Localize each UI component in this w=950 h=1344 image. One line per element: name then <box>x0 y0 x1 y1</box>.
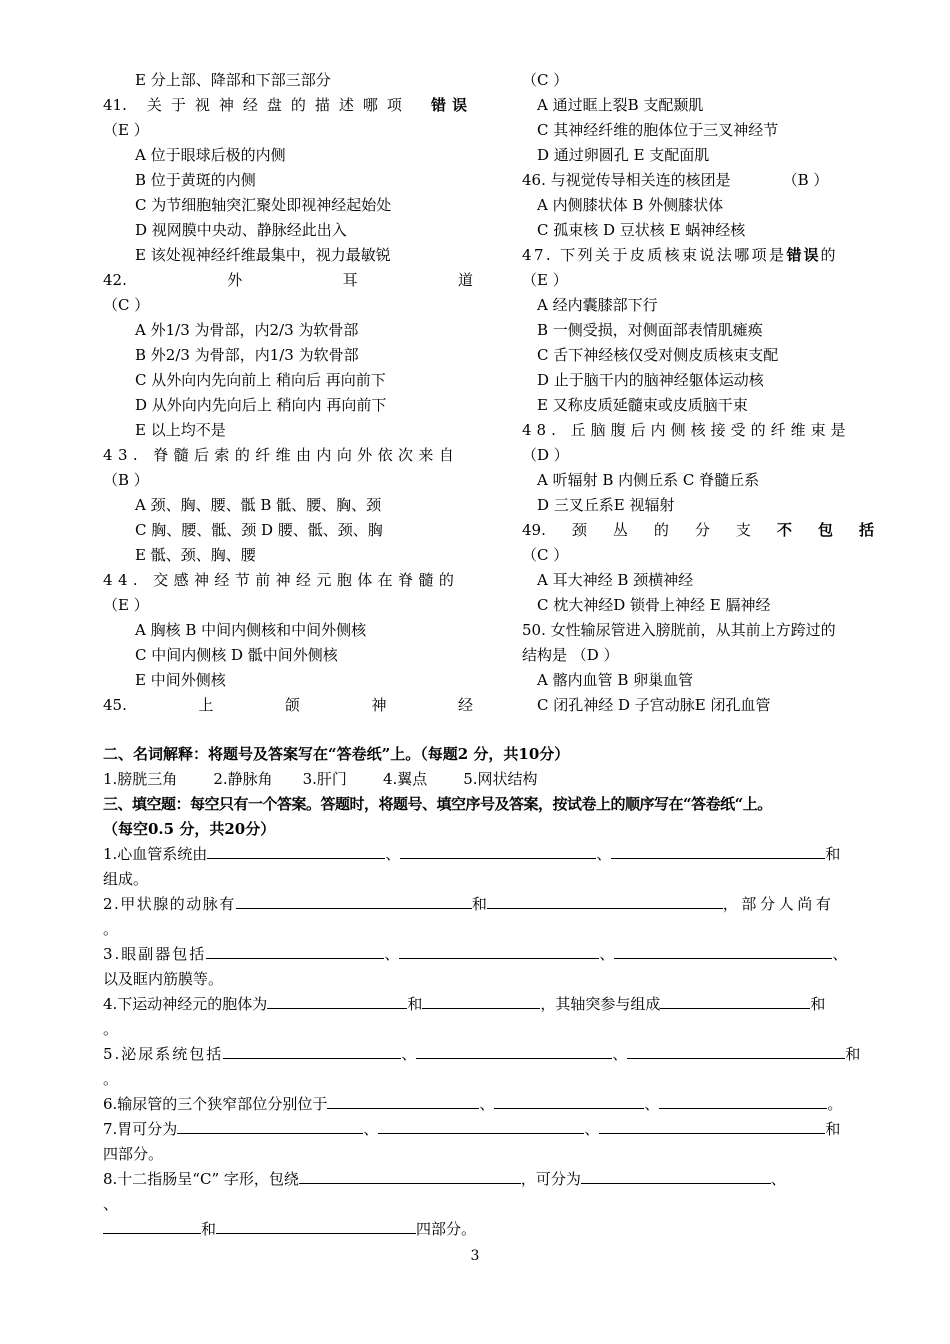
q44-option-cd: C 中间内侧核 D 骶中间外侧核 <box>135 646 338 664</box>
blank[interactable] <box>627 1042 845 1059</box>
section3-title: 三、填空题：每空只有一个答案。答题时，将题号、填空序号及答案，按试卷上的顺序写在“答卷纸“上。 <box>103 795 772 813</box>
fill-3-tail: 以及眶内筋膜等。 <box>103 970 224 988</box>
q47-answer: （E ） <box>522 271 568 289</box>
fill-7: 7.胃可分为 、 、 和 <box>103 1117 873 1142</box>
fill-2: 2.甲状腺的动脉有 和 ，部分人尚有 <box>103 892 873 917</box>
q44-answer: （E ） <box>103 596 149 614</box>
blank[interactable] <box>378 1117 584 1134</box>
fill-8-tail: 和 四部分。 <box>103 1217 873 1242</box>
blank[interactable] <box>327 1092 479 1109</box>
fill-4-tail: 。 <box>103 1020 119 1038</box>
q41-answer: （E ） <box>103 121 149 139</box>
q48-option-de: D 三叉丘系E 视辐射 <box>537 496 675 514</box>
blank[interactable] <box>581 1167 771 1184</box>
q40-option-e: E 分上部、降部和下部三部分 <box>135 71 331 89</box>
blank[interactable] <box>599 1117 825 1134</box>
fill-8: 8.十二指肠呈“C” 字形，包绕 ，可分为 、 <box>103 1167 873 1192</box>
blank[interactable] <box>299 1167 521 1184</box>
q44-option-ab: A 胸核 B 中间内侧核和中间外侧核 <box>135 621 367 639</box>
blank[interactable] <box>487 892 723 909</box>
q41-option-e: E 该处视神经纤维最集中，视力最敏锐 <box>135 246 391 264</box>
q44-option-e: E 中间外侧核 <box>135 671 226 689</box>
fill-2-tail: 。 <box>103 920 119 938</box>
q42-option-e: E 以上均不是 <box>135 421 226 439</box>
blank[interactable] <box>614 942 832 959</box>
blank[interactable] <box>416 1042 612 1059</box>
q45-stem: 45. 上 颌 神 经 <box>103 696 473 714</box>
blank[interactable] <box>236 892 472 909</box>
q42-option-d: D 从外向内先向后上 稍向内 再向前下 <box>135 396 387 414</box>
page-number: 3 <box>470 1248 480 1264</box>
q43-option-ab: A 颈、胸、腰、骶 B 骶、腰、胸、颈 <box>135 496 382 514</box>
q47-option-d: D 止于脑干内的脑神经躯体运动核 <box>537 371 764 389</box>
blank[interactable] <box>659 1092 827 1109</box>
q41-option-c: C 为节细胞轴突汇聚处即视神经起始处 <box>135 196 392 214</box>
blank[interactable] <box>399 942 599 959</box>
q49-option-ab: A 耳大神经 B 颈横神经 <box>537 571 694 589</box>
section2-title: 二、名词解释：将题号及答案写在“答卷纸”上。（每题2 分，共10分） <box>103 745 570 763</box>
blank[interactable] <box>660 992 810 1009</box>
blank[interactable] <box>216 1217 416 1234</box>
q49-stem: 49. 颈 丛 的 分 支 不 包 括 <box>522 521 874 539</box>
fill-5-tail: 。 <box>103 1070 119 1088</box>
q42-option-b: B 外2/3 为骨部，内1/3 为软骨部 <box>135 346 359 364</box>
fill-8-sep: 、 <box>103 1195 119 1213</box>
blank[interactable] <box>267 992 407 1009</box>
q45-option-de: D 通过卵圆孔 E 支配面肌 <box>537 146 710 164</box>
q46-option-ab: A 内侧膝状体 B 外侧膝状体 <box>537 196 724 214</box>
q46-option-cde: C 孤束核 D 豆状核 E 蜗神经核 <box>537 221 746 239</box>
left-column <box>103 68 473 718</box>
q41-option-a: A 位于眼球后极的内侧 <box>135 146 286 164</box>
q48-answer: （D ） <box>522 446 569 464</box>
fill-7-tail: 四部分。 <box>103 1145 164 1163</box>
fill-1: 1.心血管系统由 、 、 和 <box>103 842 873 867</box>
blank[interactable] <box>422 992 540 1009</box>
q47-option-b: B 一侧受损，对侧面部表情肌瘫痪 <box>537 321 763 339</box>
q50-option-cde: C 闭孔神经 D 子宫动脉E 闭孔血管 <box>537 696 771 714</box>
fill-4: 4.下运动神经元的胞体为 和 ，其轴突参与组成 和 <box>103 992 873 1017</box>
blank[interactable] <box>177 1117 363 1134</box>
sections-bottom <box>103 742 873 1242</box>
q48-stem: 48. 丘脑腹后内侧核接受的纤维束是 <box>522 421 851 439</box>
blank[interactable] <box>207 842 385 859</box>
q45-option-ab: A 通过眶上裂B 支配颞肌 <box>537 96 704 114</box>
q42-stem: 42. 外 耳 道 <box>103 271 473 289</box>
q47-option-e: E 又称皮质延髓束或皮质脑干束 <box>537 396 748 414</box>
q50-stem-line2: 结构是 （D ） <box>522 646 619 664</box>
section2-terms: 1.膀胱三角 2.静脉角 3.肝门 4.翼点 5.网状结构 <box>103 770 538 788</box>
blank[interactable] <box>611 842 825 859</box>
q42-option-c: C 从外向内先向前上 稍向后 再向前下 <box>135 371 386 389</box>
q47-option-a: A 经内囊膝部下行 <box>537 296 658 314</box>
q44-stem: 44. 交感神经节前神经元胞体在脊髓的 <box>103 571 460 589</box>
blank[interactable] <box>206 942 384 959</box>
fill-6: 6.输尿管的三个狭窄部位分别位于 、 、 。 <box>103 1092 873 1117</box>
blank[interactable] <box>103 1217 201 1234</box>
q42-option-a: A 外1/3 为骨部，内2/3 为软骨部 <box>135 321 359 339</box>
q46-stem: 46. 与视觉传导相关连的核团是 （B ） <box>522 171 829 189</box>
right-column <box>522 68 874 718</box>
blank[interactable] <box>223 1042 401 1059</box>
q41-option-b: B 位于黄斑的内侧 <box>135 171 256 189</box>
q42-answer: （C ） <box>103 296 150 314</box>
q45-option-c: C 其神经纤维的胞体位于三叉神经节 <box>537 121 779 139</box>
fill-3: 3.眼副器包括 、 、 、 <box>103 942 873 967</box>
q43-stem: 43. 脊髓后索的纤维由内向外依次来自 <box>103 446 460 464</box>
q43-option-e: E 骶、颈、胸、腰 <box>135 546 256 564</box>
q50-option-ab: A 髂内血管 B 卵巢血管 <box>537 671 694 689</box>
q47-option-c: C 舌下神经核仅受对侧皮质核束支配 <box>537 346 779 364</box>
fill-5: 5.泌尿系统包括 、 、 和 <box>103 1042 873 1067</box>
q41-stem: 41. 关于视神经盘的描述哪项 错误 <box>103 96 473 114</box>
q47-stem: 47. 下列关于皮质核束说法哪项是错误的 <box>522 246 836 264</box>
section3-subtitle: （每空0.5 分，共20分） <box>103 820 276 838</box>
q43-option-cd: C 胸、腰、骶、颈 D 腰、骶、颈、胸 <box>135 521 383 539</box>
blank[interactable] <box>494 1092 644 1109</box>
fill-1-tail: 组成。 <box>103 870 149 888</box>
q49-option-cde: C 枕大神经D 锁骨上神经 E 膈神经 <box>537 596 771 614</box>
q45-answer: （C ） <box>522 71 569 89</box>
q49-answer: （C ） <box>522 546 569 564</box>
blank[interactable] <box>400 842 596 859</box>
q43-answer: （B ） <box>103 471 149 489</box>
q48-option-abc: A 听辐射 B 内侧丘系 C 脊髓丘系 <box>537 471 760 489</box>
q41-option-d: D 视网膜中央动、静脉经此出入 <box>135 221 347 239</box>
q50-stem-line1: 50. 女性输尿管进入膀胱前，从其前上方跨过的 <box>522 621 836 639</box>
